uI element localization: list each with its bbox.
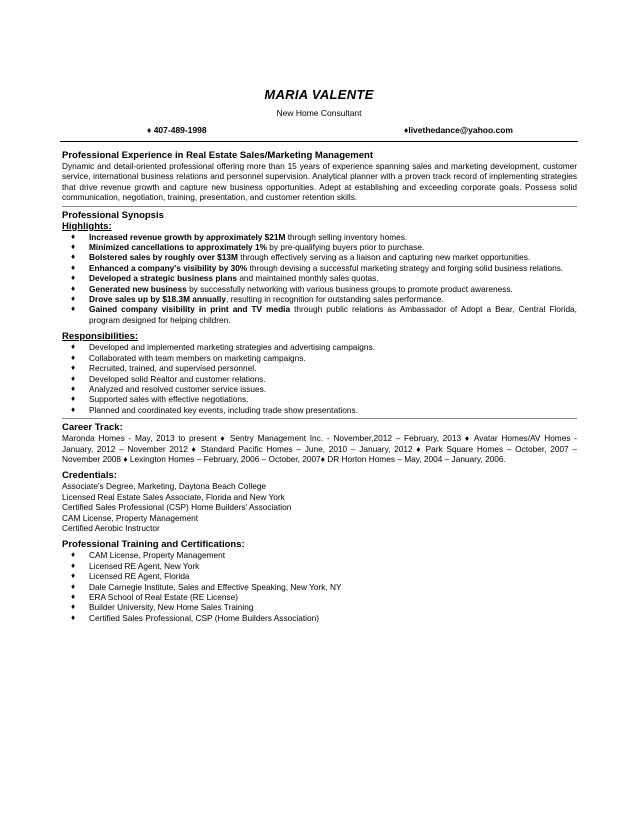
training-item: ♦ Certified Sales Professional, CSP (Home Builders Association) xyxy=(71,612,319,623)
highlight-item: ♦ Drove sales up by $18.3M annually, resulting in recognition for outstanding sales performance. xyxy=(71,294,444,305)
highlight-item: ♦ Gained company visibility in print and TV media through public relations as Ambassador of Adopt a Bear, Central Florida, program designed for helping children. xyxy=(71,304,577,325)
experience-summary: Dynamic and detail-oriented professional offering more than 15 years of experience spanning sales and marketing development, customer service, international business relations and personnel supervision. Analytical planner with a proven track record of implementing strategies that drive revenue growth and capture new business opportunities. Adept at establishing and exceeding corporate goals. Possess solid communication, negotiation, training, presentation, and customer retention skills. xyxy=(62,161,577,203)
experience-section xyxy=(62,150,577,203)
responsibility-item: ♦ Collaborated with team members on marketing campaigns. xyxy=(71,352,306,363)
credential-line: Licensed Real Estate Sales Associate, Florida and New York xyxy=(62,491,285,502)
diamond-bullet-icon: ♦ xyxy=(71,363,76,373)
diamond-bullet-icon: ♦ xyxy=(71,560,76,570)
responsibility-item: ♦ Recruited, trained, and supervised personnel. xyxy=(71,363,257,374)
credentials-section xyxy=(62,470,577,533)
diamond-bullet-icon: ♦ xyxy=(71,550,76,560)
phone-number: ♦ 407-489-1998 xyxy=(147,125,207,135)
candidate-name: MARIA VALENTE xyxy=(264,87,374,102)
training-item: ♦ Dale Carnegie Institute, Sales and Effective Speaking, New York, NY xyxy=(71,581,342,592)
highlight-item: ♦ Developed a strategic business plans and maintained monthly sales quotas. xyxy=(71,273,379,284)
training-section xyxy=(62,539,577,623)
diamond-bullet-icon: ♦ xyxy=(71,373,76,383)
diamond-bullet-icon: ♦ xyxy=(71,262,76,272)
diamond-bullet-icon: ♦ xyxy=(71,571,76,581)
diamond-bullet-icon: ♦ xyxy=(71,352,76,362)
diamond-bullet-icon: ♦ xyxy=(71,273,76,283)
diamond-bullet-icon: ♦ xyxy=(71,612,76,622)
diamond-bullet-icon: ♦ xyxy=(71,231,76,241)
diamond-bullet-icon: ♦ xyxy=(71,294,76,304)
header-divider xyxy=(60,141,578,142)
highlight-item: ♦ Increased revenue growth by approximately $21M through selling inventory homes. xyxy=(71,231,408,242)
diamond-bullet-icon: ♦ xyxy=(71,283,76,293)
responsibility-item: ♦ Developed solid Realtor and customer relations. xyxy=(71,373,266,384)
responsibility-item: ♦ Analyzed and resolved customer service issues. xyxy=(71,383,267,394)
email-address: ♦livethedance@yahoo.com xyxy=(404,125,513,135)
training-item: ♦ ERA School of Real Estate (RE License) xyxy=(71,592,238,602)
career-heading: Career Track: xyxy=(62,422,123,434)
highlight-item: ♦ Bolstered sales by roughly over $13M through effectively serving as a liaison and capturing new market opportunities. xyxy=(71,252,531,263)
resume-content xyxy=(62,150,577,623)
credential-line: Associate's Degree, Marketing, Daytona Beach College xyxy=(62,481,267,492)
diamond-bullet-icon: ♦ xyxy=(71,383,76,393)
candidate-title: New Home Consultant xyxy=(276,108,362,118)
highlights-list xyxy=(62,232,577,326)
responsibility-item: ♦ Developed and implemented marketing strategies and advertising campaigns. xyxy=(71,342,375,353)
responsibility-item: ♦ Planned and coordinated key events, including trade show presentations. xyxy=(71,404,358,415)
section-divider xyxy=(62,418,577,419)
responsibility-item: ♦ Supported sales with effective negotiations. xyxy=(71,394,249,405)
training-heading: Professional Training and Certifications: xyxy=(62,539,245,551)
diamond-bullet-icon: ♦ xyxy=(71,404,76,414)
highlight-item: ♦ Generated new business by successfully networking with various business groups to promote product awareness. xyxy=(71,283,513,294)
training-item: ♦ Licensed RE Agent, New York xyxy=(71,560,200,571)
highlight-item: ♦ Minimized cancellations to approximately 1% by pre-qualifying buyers prior to purchase. xyxy=(71,242,425,253)
diamond-bullet-icon: ♦ xyxy=(71,242,76,252)
training-item: ♦ Builder University, New Home Sales Training xyxy=(71,602,254,613)
training-item: ♦ CAM License, Property Management xyxy=(71,550,226,561)
career-section xyxy=(62,422,577,464)
synopsis-section xyxy=(62,210,577,326)
highlight-item: ♦ Enhanced a company's visibility by 30% through devising a successful marketing strategy and forging solid business relations. xyxy=(71,262,564,273)
diamond-bullet-icon: ♦ xyxy=(71,581,76,591)
diamond-bullet-icon: ♦ xyxy=(71,394,76,404)
credential-line: Certified Sales Professional (CSP) Home Builders' Association xyxy=(62,502,292,513)
responsibilities-heading: Responsibilities: xyxy=(62,331,139,343)
diamond-bullet-icon: ♦ xyxy=(71,304,76,314)
responsibilities-section xyxy=(62,331,577,415)
synopsis-heading: Professional Synopsis xyxy=(62,209,164,221)
training-item: ♦ Licensed RE Agent, Florida xyxy=(71,571,190,582)
diamond-bullet-icon: ♦ xyxy=(71,602,76,612)
highlights-heading: Highlights: xyxy=(62,220,112,232)
experience-heading: Professional Experience in Real Estate Sales/Marketing Management xyxy=(62,150,373,161)
diamond-bullet-icon: ♦ xyxy=(71,252,76,262)
training-list xyxy=(62,550,577,623)
section-divider xyxy=(62,206,577,207)
responsibilities-list xyxy=(62,342,577,415)
credentials-heading: Credentials: xyxy=(62,470,117,482)
diamond-bullet-icon: ♦ xyxy=(71,592,76,601)
credential-line: Certified Aerobic Instructor xyxy=(62,522,160,533)
credential-line: CAM License, Property Management xyxy=(62,512,199,523)
career-history: Maronda Homes - May, 2013 to present ♦ Sentry Management Inc. - November,2012 – February, 2013 ♦ Avatar Homes/AV Homes - January, 2012 – November 2012 ♦ Standard Pacific Homes – June, 2010 – January, 2012 ♦ Park Square Homes – October, 2007 – November 2008 ♦ Lexington Homes – February, 2006 – October, 2007♦ DR Horton Homes – May, 2004 – January, 2006. xyxy=(62,433,577,464)
diamond-bullet-icon: ♦ xyxy=(71,342,76,352)
